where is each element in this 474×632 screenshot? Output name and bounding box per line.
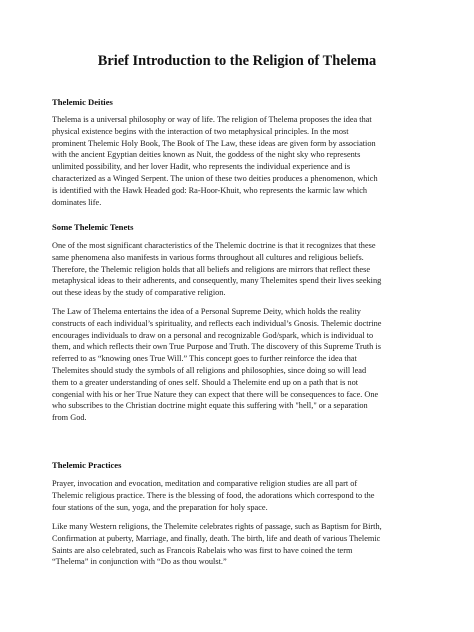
paragraph-practices-2	[52, 521, 432, 568]
text-line: Therefore, the Thelemic religion holds that all beliefs and religions are mirrors that reflect these	[52, 264, 371, 274]
section-heading-deities: Thelemic Deities	[52, 97, 113, 107]
text-line: Like many Western religions, the Thelemite celebrates rights of passage, such as Baptism for Birth,	[52, 522, 382, 531]
document-title: Brief Introduction to the Religion of Thelema	[97, 53, 377, 69]
paragraph-tenets-1	[52, 240, 432, 299]
text-line: prominent Thelemic Holy Book, The Book of The Law, these ideas are given form by association	[52, 138, 376, 148]
text-line: congenial with his or her True Nature they can expect that there will be consequences to face. One	[52, 389, 379, 399]
text-line: Saints are also celebrated, such as Francois Rabelais who was first to have coined the term	[52, 545, 353, 555]
text-line: metaphysical ideas to their adherents, and consequently, many Thelemites spend their lives seeking	[52, 276, 382, 286]
text-line: out these ideas by the study of comparative religion.	[52, 288, 226, 298]
text-line: is identified with the Hawk Headed god: Ra-Hoor-Khuit, who represents the karmic law which	[52, 185, 368, 195]
text-line: Thelemic religious practice. There is the blessing of food, the adorations which correspond to the	[52, 490, 375, 500]
text-line: with the ancient Egyptian deities known as Nuit, the goddess of the night sky who represents	[52, 150, 361, 160]
text-line: them, and which reflects their own True Purpose and Truth. The discovery of this Supreme Truth is	[52, 342, 381, 352]
text-line: encourages individuals to draw on a personal and recognizable God/spark, which is individual to	[52, 330, 374, 340]
text-line: physical existence begins with the interaction of two metaphysical principles. In the most	[52, 126, 349, 136]
paragraph-tenets-2	[52, 306, 432, 424]
section-heading-tenets: Some Thelemic Tenets	[52, 222, 134, 232]
text-line: Confirmation at puberty, Marriage, and finally, death. The birth, life and death of various Thelemic	[52, 533, 381, 543]
text-line: who subscribes to the Christian doctrine might equate this suffering with "hell," or a separation	[52, 401, 368, 411]
text-line: Thelema is a universal philosophy or way of life. The religion of Thelema proposes the idea that	[52, 115, 372, 124]
text-line: four stations of the sun, yoga, and the preparation for holy space.	[52, 502, 268, 512]
text-line: Thelemites should study the symbols of all religions and philosophies, since doing so will lead	[52, 365, 367, 375]
text-line: characterized as a Winged Serpent. The union of these two deities produces a phenomenon, which	[52, 173, 378, 183]
text-line: referred to as “knowing ones True Will.” This concept goes to further reinforce the idea that	[52, 354, 357, 364]
text-line: same phenomena also manifests in various forms throughout all cultures and religious beliefs.	[52, 252, 364, 262]
text-line: unlimited possibility, and her lover Hadit, who represents the individual experience and is	[52, 162, 351, 172]
text-line: constructs of each individual’s spirituality, and reflects each individual’s Gnosis. Thelemic doctrine	[52, 318, 382, 328]
text-line: One of the most significant characteristics of the Thelemic doctrine is that it recognizes that these	[52, 241, 376, 250]
text-line: “Thelema” in conjunction with “Do as thou woulst.”	[52, 557, 227, 567]
text-line: Prayer, invocation and evocation, meditation and comparative religion studies are all part of	[52, 479, 358, 488]
paragraph-deities	[52, 114, 432, 208]
text-line: them to a greater understanding of ones self. Should a Thelemite end up on a path that is not	[52, 377, 359, 387]
section-heading-practices: Thelemic Practices	[52, 460, 122, 470]
paragraph-practices-1	[52, 478, 432, 513]
text-line: dominates life.	[52, 197, 102, 207]
text-line: from God.	[52, 413, 87, 423]
text-line: The Law of Thelema entertains the idea of a Personal Supreme Deity, which holds the reality	[52, 307, 361, 316]
